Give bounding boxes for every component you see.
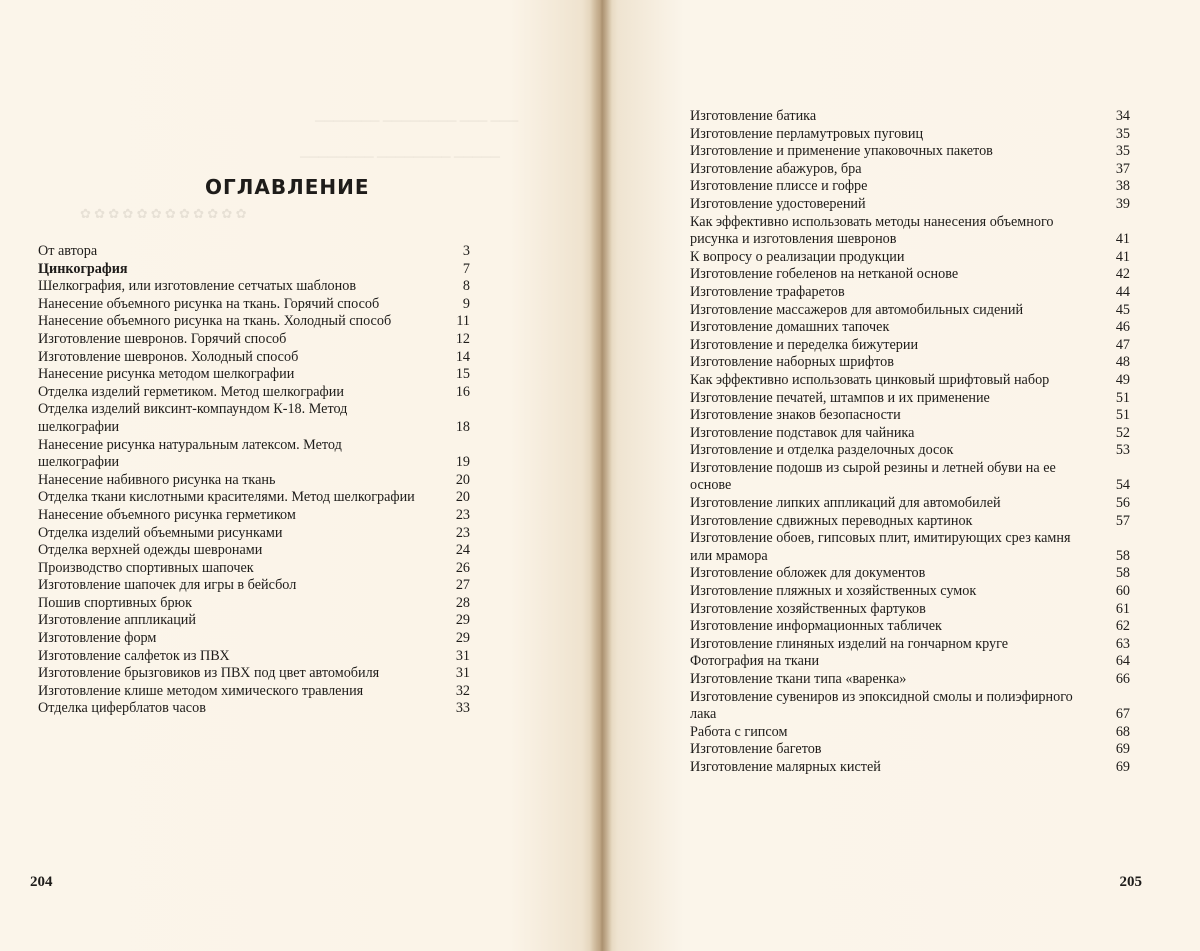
- bleed-through-text: ──────── ──────── ─────: [300, 149, 500, 164]
- toc-entry-page: 3: [462, 243, 470, 259]
- toc-entry-title: Изготовление абажуров, бра: [690, 160, 862, 177]
- toc-entry[interactable]: [38, 577, 470, 595]
- toc-entry[interactable]: [690, 636, 1130, 654]
- toc-entry-page: 32: [455, 682, 470, 699]
- toc-entry-page: 46: [1115, 319, 1130, 336]
- page-number-left: 204: [30, 874, 53, 890]
- toc-entry-page: 52: [1115, 424, 1130, 441]
- toc-entry[interactable]: [38, 507, 470, 525]
- toc-entry-title: К вопросу о реализации продукции: [690, 248, 905, 265]
- toc-entry-title: Изготовление брызговиков из ПВХ под цвет автомобиля: [38, 665, 380, 682]
- toc-entry-page: 27: [455, 577, 470, 594]
- toc-entry-title: Изготовление подставок для чайника: [690, 424, 915, 441]
- toc-entry[interactable]: [38, 243, 470, 261]
- toc-entry-title: Изготовление батика: [690, 108, 817, 124]
- toc-entry[interactable]: [38, 648, 470, 666]
- toc-entry-page: 49: [1115, 371, 1130, 388]
- toc-entry-page: 28: [455, 594, 470, 611]
- toc-entry-title: Изготовление и применение упаковочных пакетов: [690, 143, 993, 160]
- toc-entry-title: Изготовление перламутровых пуговиц: [690, 125, 924, 142]
- book-gutter: [590, 0, 612, 951]
- toc-entry[interactable]: [38, 560, 470, 578]
- toc-entry-title: Изготовление и переделка бижутерии: [690, 336, 919, 353]
- toc-entry[interactable]: [690, 319, 1130, 337]
- toc-entry[interactable]: [690, 178, 1130, 196]
- toc-entry[interactable]: [38, 261, 470, 279]
- toc-entry[interactable]: [690, 266, 1130, 284]
- toc-entry[interactable]: [38, 525, 470, 543]
- toc-entry-title: Изготовление информационных табличек: [690, 618, 942, 635]
- toc-entry-page: 54: [1115, 477, 1130, 494]
- toc-list-left: [38, 243, 470, 718]
- toc-entry-title: Работа с гипсом: [690, 723, 788, 740]
- toc-entry-page: 35: [1115, 143, 1130, 160]
- toc-entry-page: 31: [455, 665, 470, 682]
- toc-entry-page: 56: [1115, 495, 1130, 512]
- toc-entry-page: 20: [455, 471, 470, 488]
- toc-entry-title: Изготовление массажеров для автомобильных сидений: [690, 301, 1024, 318]
- toc-entry-title: Как эффективно использовать методы нанесения объемного рисунка и изготовления шевронов: [690, 213, 1054, 248]
- toc-entry-page: 31: [455, 647, 470, 664]
- toc-entry-page: 62: [1115, 618, 1130, 635]
- toc-entry[interactable]: [38, 542, 470, 560]
- toc-entry[interactable]: [38, 296, 470, 314]
- toc-entry-title: Изготовление малярных кистей: [690, 758, 881, 775]
- toc-entry-title: Изготовление гобеленов на нетканой основе: [690, 266, 959, 283]
- toc-entry-page: 69: [1115, 758, 1130, 775]
- toc-entry[interactable]: [38, 665, 470, 683]
- toc-entry-page: 48: [1115, 354, 1130, 371]
- toc-entry[interactable]: [690, 618, 1130, 636]
- toc-entry-page: 53: [1115, 442, 1130, 459]
- toc-entry-title: Изготовление аппликаций: [38, 612, 196, 629]
- toc-entry-page: 58: [1115, 565, 1130, 582]
- toc-entry[interactable]: [690, 337, 1130, 355]
- toc-entry-page: 8: [462, 278, 470, 295]
- toc-entry-title: Шелкография, или изготовление сетчатых шаблонов: [38, 278, 357, 295]
- toc-entry-title: Изготовление салфеток из ПВХ: [38, 647, 230, 664]
- toc-entry-title: Отделка изделий объемными рисунками: [38, 524, 283, 541]
- toc-entry-title: От автора: [38, 243, 98, 259]
- toc-entry-page: 16: [455, 383, 470, 400]
- toc-entry[interactable]: [690, 302, 1130, 320]
- toc-entry-page: 68: [1115, 723, 1130, 740]
- toc-entry-page: 12: [455, 330, 470, 347]
- toc-entry-title: Изготовление наборных шрифтов: [690, 354, 894, 371]
- toc-entry-title: Отделка циферблатов часов: [38, 700, 206, 717]
- toc-entry-page: 60: [1115, 583, 1130, 600]
- toc-entry-title: Изготовление шевронов. Горячий способ: [38, 330, 287, 347]
- toc-entry-title: Нанесение объемного рисунка на ткань. Горячий способ: [38, 295, 380, 312]
- toc-entry-page: 61: [1115, 600, 1130, 617]
- toc-entry-title: Нанесение рисунка методом шелкографии: [38, 366, 295, 383]
- toc-entry[interactable]: [690, 460, 1130, 495]
- toc-entry[interactable]: [690, 583, 1130, 601]
- toc-entry-title: Фотография на ткани: [690, 653, 820, 670]
- toc-entry[interactable]: [690, 354, 1130, 372]
- toc-entry-title: Изготовление липких аппликаций для автомобилей: [690, 495, 1001, 512]
- toc-entry-title: Отделка ткани кислотными красителями. Метод шелкографии: [38, 489, 415, 506]
- toc-entry-page: 58: [1115, 547, 1130, 564]
- toc-entry[interactable]: [690, 565, 1130, 583]
- toc-entry-page: 15: [455, 366, 470, 383]
- toc-entry-title: Изготовление обоев, гипсовых плит, имитирующих срез камня или мрамора: [690, 530, 1071, 564]
- toc-entry[interactable]: [690, 196, 1130, 214]
- toc-entry-title: Пошив спортивных брюк: [38, 594, 193, 611]
- toc-entry[interactable]: [38, 630, 470, 648]
- toc-entry-page: 33: [455, 700, 470, 717]
- toc-entry-title: Изготовление знаков безопасности: [690, 407, 901, 424]
- page-number-right: 205: [1119, 874, 1142, 890]
- toc-entry[interactable]: [38, 595, 470, 613]
- toc-entry[interactable]: [690, 161, 1130, 179]
- toc-entry[interactable]: [690, 530, 1130, 565]
- toc-entry-page: 20: [455, 489, 470, 506]
- toc-entry-title: Отделка изделий герметиком. Метод шелкографии: [38, 383, 344, 400]
- toc-entry[interactable]: [690, 653, 1130, 671]
- toc-entry[interactable]: [690, 143, 1130, 161]
- toc-entry-page: 39: [1115, 195, 1130, 212]
- toc-entry-title: Изготовление клише методом химического травления: [38, 682, 364, 699]
- toc-entry-page: 18: [455, 418, 470, 435]
- toc-entry-page: 51: [1115, 407, 1130, 424]
- toc-entry-page: 29: [455, 612, 470, 629]
- toc-entry[interactable]: [690, 126, 1130, 144]
- toc-entry[interactable]: [690, 108, 1130, 126]
- toc-list-right: [690, 108, 1130, 777]
- toc-entry-title: Нанесение рисунка натуральным латексом. Метод шелкографии: [38, 436, 342, 471]
- toc-entry[interactable]: [38, 612, 470, 630]
- toc-entry[interactable]: [38, 472, 470, 490]
- toc-entry-page: 23: [455, 506, 470, 523]
- toc-entry-page: 24: [455, 542, 470, 559]
- toc-entry-title: Изготовление хозяйственных фартуков: [690, 600, 926, 617]
- toc-entry-page: 37: [1115, 160, 1130, 177]
- toc-entry-title: Изготовление печатей, штампов и их применение: [690, 389, 990, 406]
- toc-entry-title: Отделка изделий виксинт-компаундом К-18. Метод шелкографии: [38, 401, 348, 435]
- toc-entry-title: Цинкография: [38, 260, 128, 277]
- toc-entry-title: Нанесение объемного рисунка герметиком: [38, 506, 296, 523]
- toc-entry-page: 41: [1115, 231, 1130, 248]
- toc-entry-page: 64: [1115, 653, 1130, 670]
- toc-entry-page: 9: [462, 295, 470, 312]
- toc-entry[interactable]: [690, 214, 1130, 249]
- toc-entry-page: 69: [1115, 741, 1130, 758]
- toc-entry[interactable]: [690, 513, 1130, 531]
- toc-entry-page: 66: [1115, 671, 1130, 687]
- toc-entry-page: 23: [455, 524, 470, 541]
- toc-entry-title: Изготовление домашних тапочек: [690, 319, 890, 336]
- toc-entry[interactable]: [690, 724, 1130, 742]
- toc-entry-page: 11: [456, 313, 470, 330]
- toc-entry-title: Изготовление багетов: [690, 741, 822, 758]
- bleed-through-ornament: ✿ ✿ ✿ ✿ ✿ ✿ ✿ ✿ ✿ ✿ ✿ ✿: [80, 206, 247, 221]
- toc-entry-title: Изготовление глиняных изделий на гончарном круге: [690, 635, 1009, 652]
- toc-entry[interactable]: [38, 700, 470, 718]
- toc-entry-page: 14: [455, 348, 470, 365]
- toc-entry-title: Изготовление трафаретов: [690, 283, 845, 300]
- toc-entry-page: 41: [1115, 248, 1130, 265]
- toc-entry[interactable]: [690, 442, 1130, 460]
- toc-entry-page: 44: [1115, 283, 1130, 300]
- toc-entry-page: 42: [1115, 266, 1130, 283]
- toc-entry-page: 63: [1115, 635, 1130, 652]
- toc-entry-title: Изготовление подошв из сырой резины и летней обуви на ее основе: [690, 459, 1056, 494]
- toc-entry[interactable]: [38, 683, 470, 701]
- toc-entry[interactable]: [690, 425, 1130, 443]
- toc-entry[interactable]: [690, 390, 1130, 408]
- toc-entry[interactable]: [690, 671, 1130, 689]
- toc-entry-title: Как эффективно использовать цинковый шрифтовый набор: [690, 371, 1050, 388]
- toc-entry-title: Изготовление пляжных и хозяйственных сумок: [690, 583, 977, 600]
- right-page: [600, 0, 1200, 951]
- toc-entry-title: Нанесение объемного рисунка на ткань. Холодный способ: [38, 313, 392, 330]
- toc-entry-title: Изготовление форм: [38, 630, 157, 647]
- toc-entry[interactable]: [38, 313, 470, 331]
- toc-entry-page: 7: [462, 260, 470, 277]
- toc-entry-page: 35: [1115, 125, 1130, 142]
- toc-entry-title: Нанесение набивного рисунка на ткань: [38, 471, 276, 488]
- toc-entry-page: 51: [1115, 389, 1130, 406]
- toc-entry-title: Изготовление сувениров из эпоксидной смолы и полиэфирного лака: [690, 688, 1073, 723]
- toc-entry-title: Изготовление обложек для документов: [690, 565, 926, 582]
- toc-entry[interactable]: [38, 349, 470, 367]
- toc-entry[interactable]: [38, 489, 470, 507]
- toc-entry[interactable]: [690, 372, 1130, 390]
- toc-entry[interactable]: [690, 495, 1130, 513]
- toc-entry-page: 45: [1115, 301, 1130, 318]
- toc-entry[interactable]: [690, 249, 1130, 267]
- toc-entry-page: 29: [455, 630, 470, 647]
- toc-entry-page: 67: [1115, 706, 1130, 723]
- toc-entry-title: Производство спортивных шапочек: [38, 559, 254, 576]
- toc-entry-title: Изготовление сдвижных переводных картинок: [690, 512, 973, 529]
- toc-entry[interactable]: [38, 384, 470, 402]
- toc-entry[interactable]: [690, 407, 1130, 425]
- bleed-through-text: ─────── ──────── ─── ───: [315, 113, 519, 128]
- toc-entry-title: Изготовление шапочек для игры в бейсбол: [38, 577, 297, 594]
- toc-entry-title: Изготовление удостоверений: [690, 195, 866, 212]
- toc-entry-page: 26: [455, 559, 470, 576]
- toc-entry-title: Изготовление плиссе и гофре: [690, 178, 868, 195]
- toc-entry-page: 38: [1115, 178, 1130, 195]
- toc-entry-title: Изготовление шевронов. Холодный способ: [38, 348, 299, 365]
- toc-entry-title: Изготовление и отделка разделочных досок: [690, 442, 954, 459]
- toc-entry-title: Отделка верхней одежды шевронами: [38, 542, 263, 559]
- toc-entry-page: 47: [1115, 336, 1130, 353]
- toc-entry-title: Изготовление ткани типа «варенка»: [690, 671, 907, 687]
- toc-entry[interactable]: [690, 759, 1130, 777]
- toc-entry-page: 19: [455, 454, 470, 471]
- toc-entry[interactable]: [690, 284, 1130, 302]
- toc-heading: ОГЛАВЛЕНИЕ: [205, 175, 370, 199]
- toc-entry[interactable]: [690, 741, 1130, 759]
- toc-entry[interactable]: [690, 601, 1130, 619]
- toc-entry[interactable]: [38, 366, 470, 384]
- toc-entry[interactable]: [38, 401, 470, 436]
- toc-entry-page: 57: [1115, 512, 1130, 529]
- toc-entry[interactable]: [690, 689, 1130, 724]
- toc-entry[interactable]: [38, 437, 470, 472]
- toc-entry-page: 34: [1115, 108, 1130, 124]
- toc-entry[interactable]: [38, 278, 470, 296]
- toc-entry[interactable]: [38, 331, 470, 349]
